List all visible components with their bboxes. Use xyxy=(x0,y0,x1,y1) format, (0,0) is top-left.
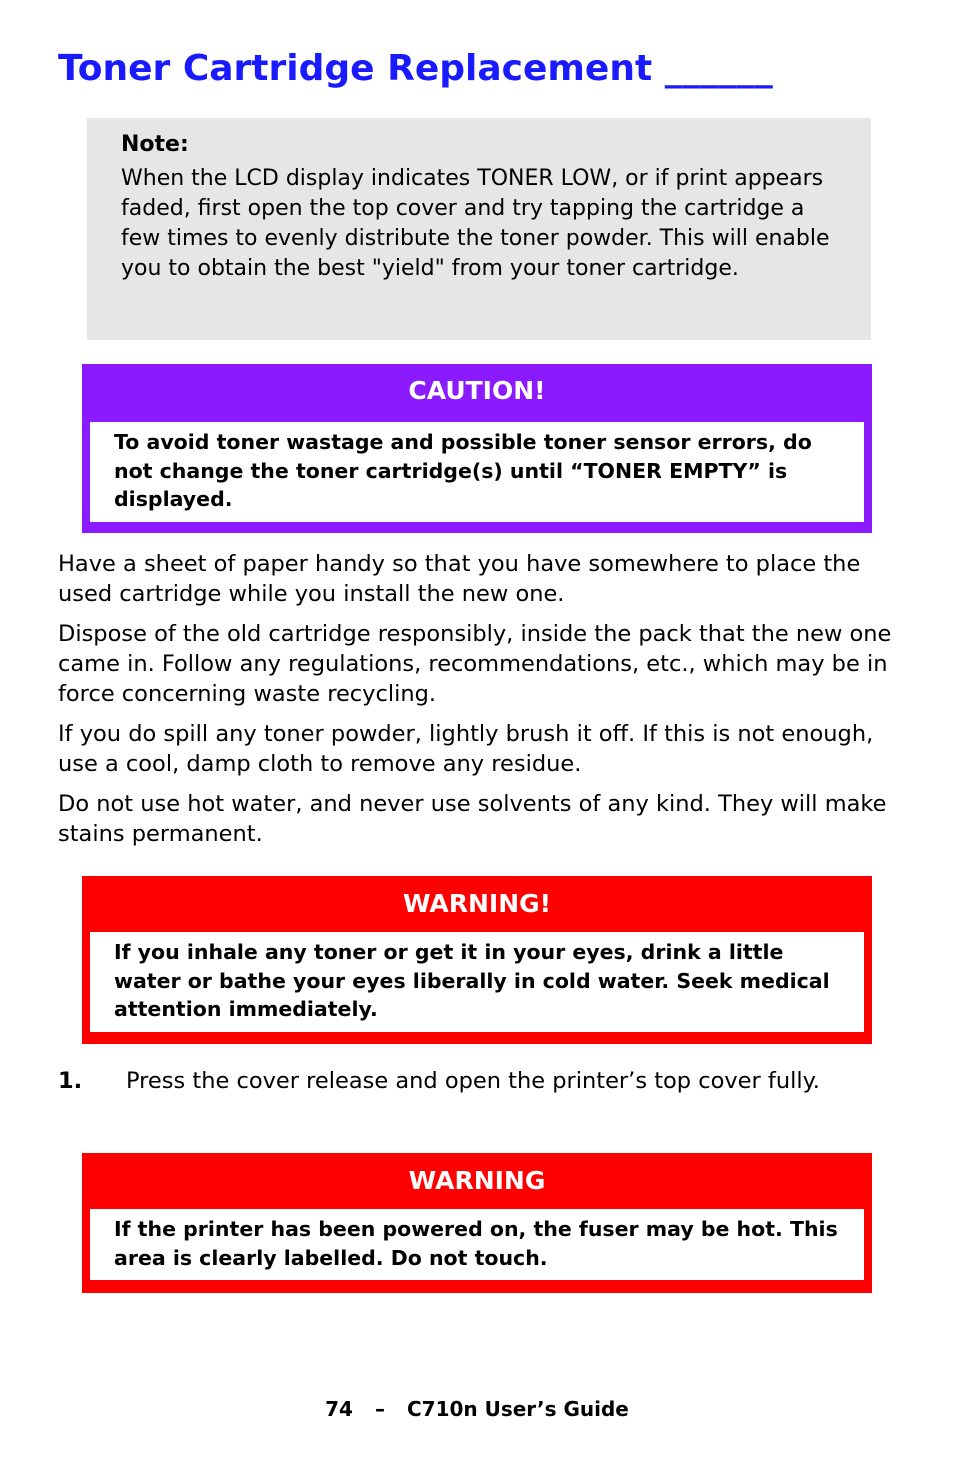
warning-box-fuser xyxy=(82,1153,872,1293)
paragraph-paper: Have a sheet of paper handy so that you have somewhere to place the used cartridge while you install the new one. xyxy=(58,551,861,607)
paragraph-water: Do not use hot water, and never use solvents of any kind. They will make stains permanent. xyxy=(58,791,887,847)
note-label: Note: xyxy=(121,132,189,157)
warning-box-inhale xyxy=(82,876,872,1044)
caution-box xyxy=(82,364,872,533)
footer-separator: – xyxy=(374,1397,385,1421)
note-box xyxy=(87,118,871,340)
page-title: Toner Cartridge Replacement ______ xyxy=(58,48,773,89)
paragraph-spill: If you do spill any toner powder, lightly brush it off. If this is not enough, use a cool, damp cloth to remove any residue. xyxy=(58,721,874,777)
step-number: 1. xyxy=(58,1068,83,1094)
warning-text: If the printer has been powered on, the fuser may be hot. This area is clearly labelled. Do not touch. xyxy=(90,1209,864,1280)
warning-title: WARNING! xyxy=(402,889,552,918)
page-footer xyxy=(0,1394,954,1424)
warning-title: WARNING xyxy=(408,1166,546,1195)
guide-title: C710n User’s Guide xyxy=(406,1397,629,1421)
warning-text: If you inhale any toner or get it in your eyes, drink a little water or bathe your eyes liberally in cold water. Seek medical attention immediately. xyxy=(90,932,864,1032)
caution-title: CAUTION! xyxy=(408,376,546,405)
step-text: Press the cover release and open the printer’s top cover fully. xyxy=(126,1068,820,1094)
paragraph-dispose: Dispose of the old cartridge responsibly, inside the pack that the new one came in. Follow any regulations, recommendations, etc., which may be in force concerning waste recycling. xyxy=(58,621,892,707)
note-text: When the LCD display indicates TONER LOW, or if print appears faded, first open the top cover and try tapping the cartridge a few times to evenly distribute the toner powder. This will enable you to obtain the best "yield" from your toner cartridge. xyxy=(121,166,830,281)
caution-text: To avoid toner wastage and possible toner sensor errors, do not change the toner cartridge(s) until “TONER EMPTY” is displayed. xyxy=(90,422,864,522)
page-number: 74 xyxy=(325,1397,353,1421)
